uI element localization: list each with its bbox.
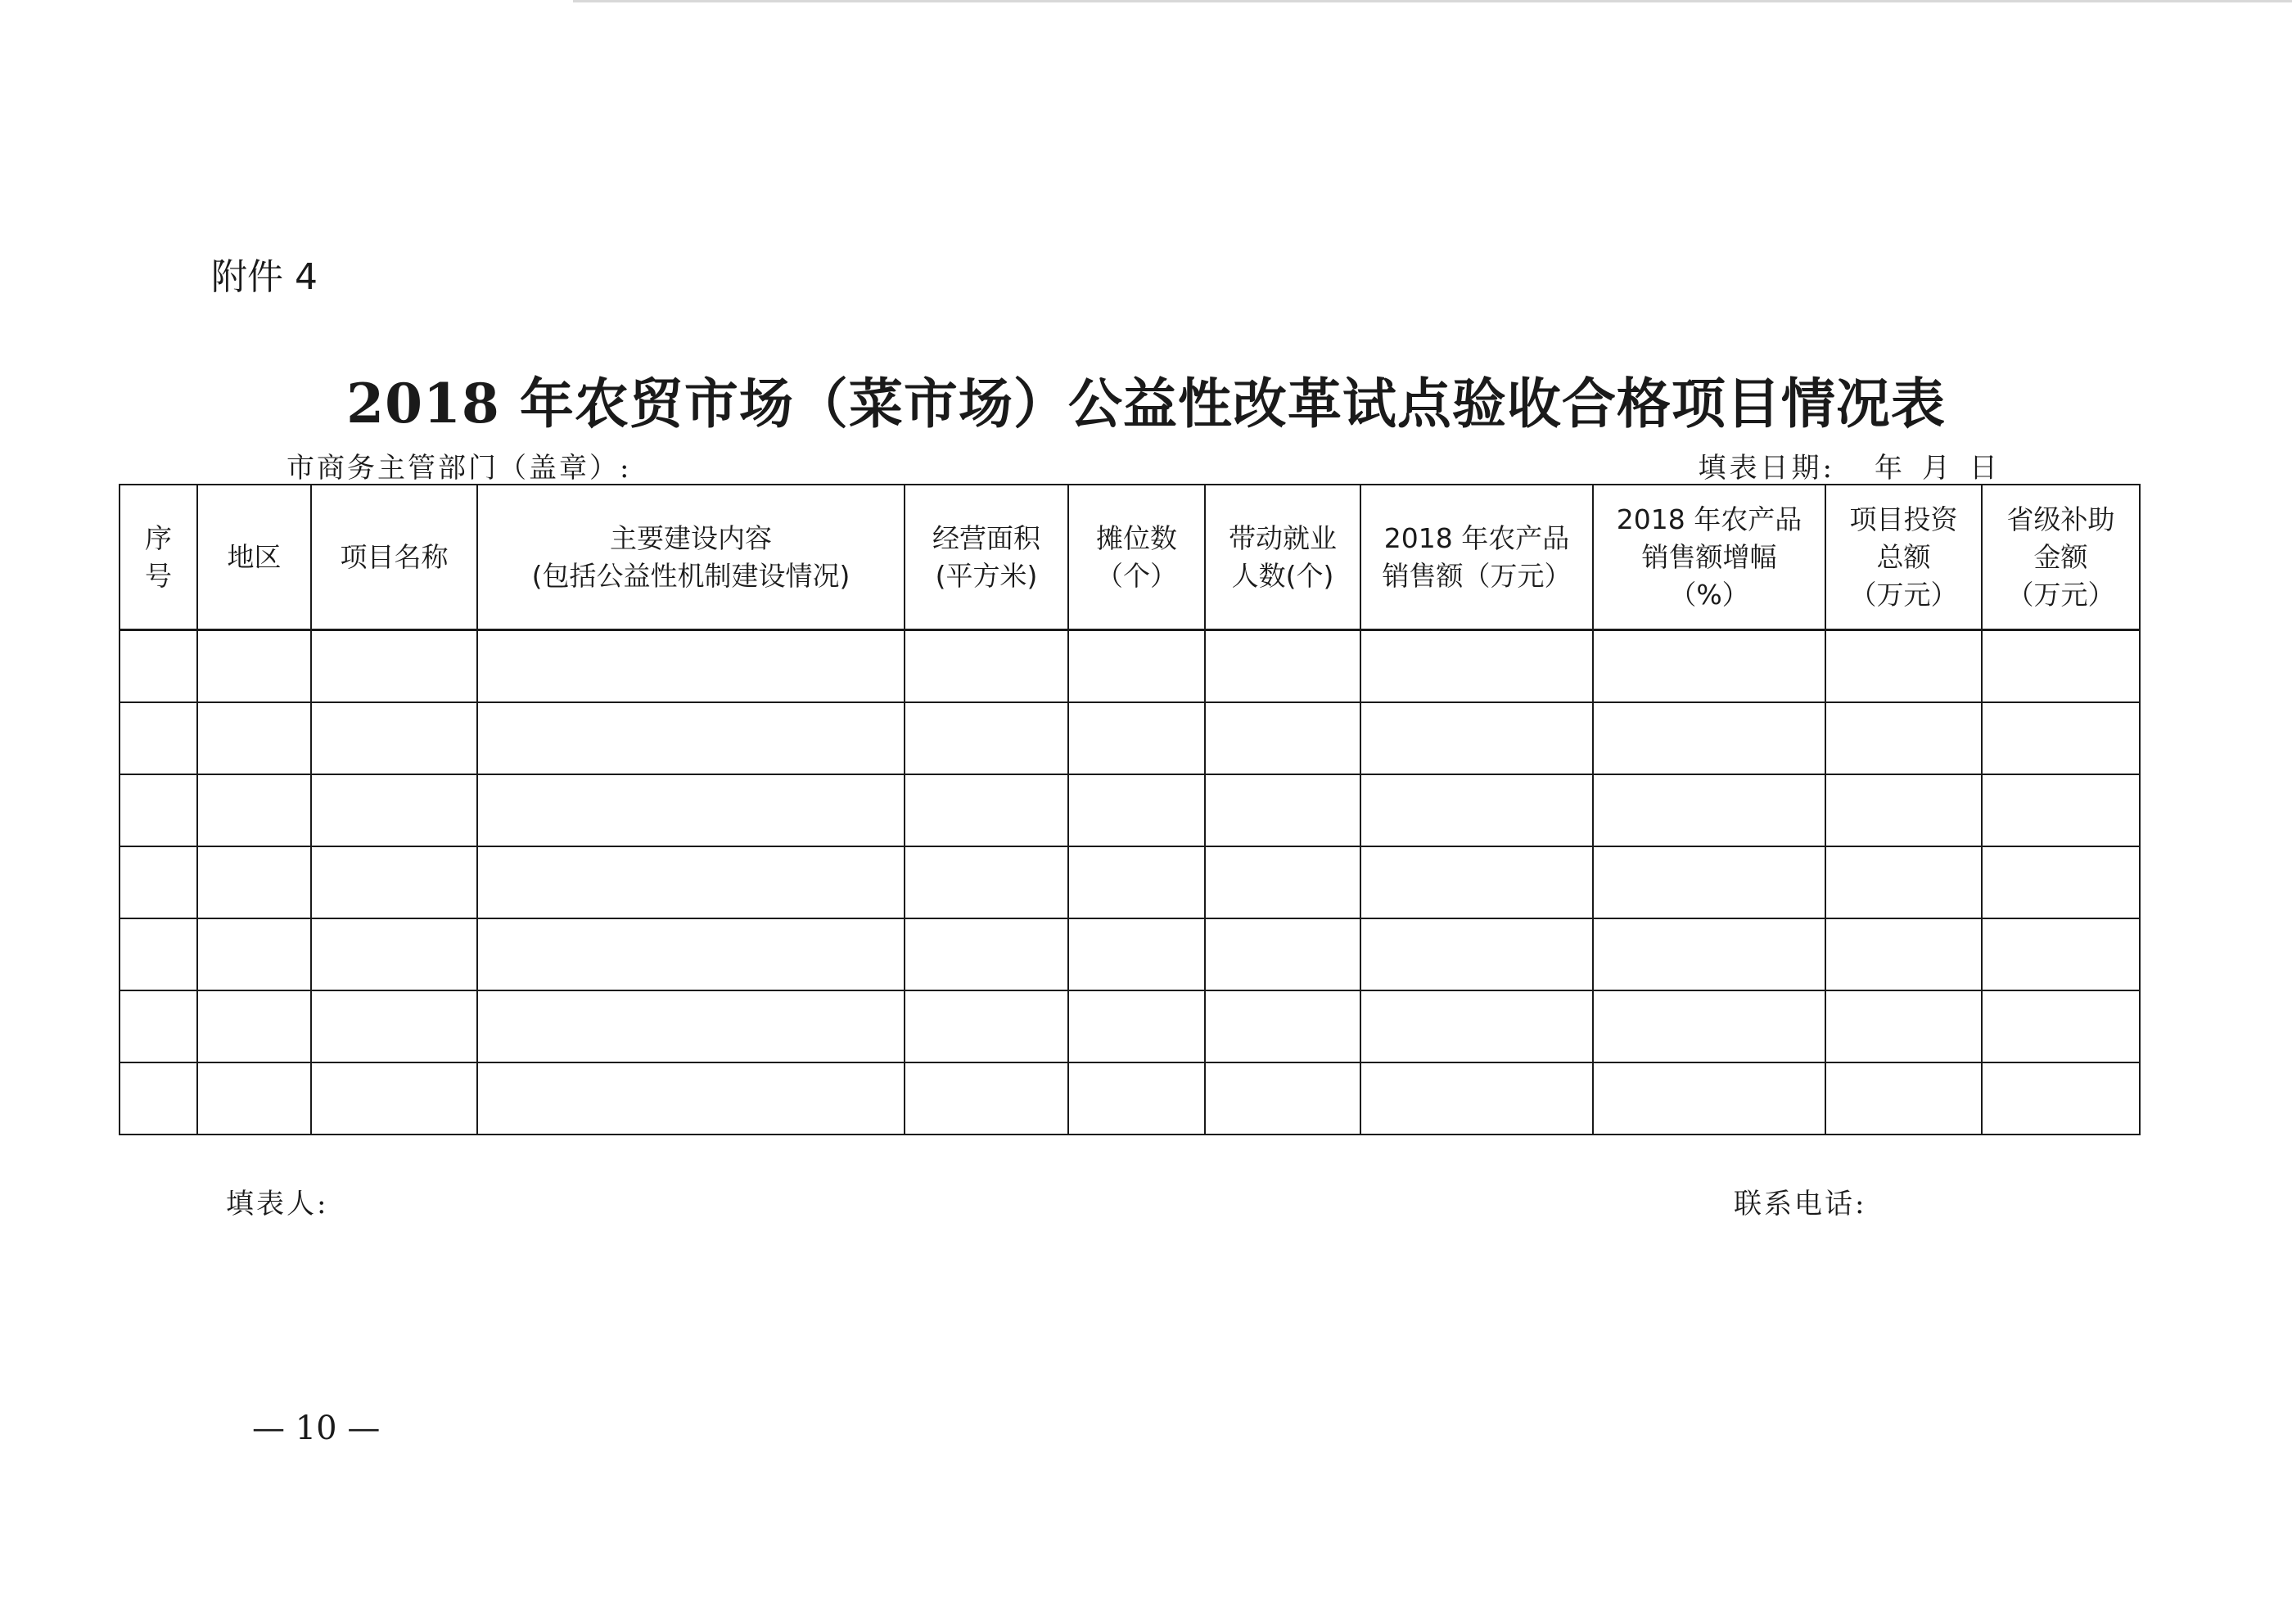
table-cell[interactable] <box>477 846 905 918</box>
column-header: 摊位数 （个） <box>1068 485 1205 630</box>
column-header: 项目名称 <box>311 485 477 630</box>
document-title: 2018 年农贸市场（菜市场）公益性改革试点验收合格项目情况表 <box>346 372 1946 435</box>
table-cell[interactable] <box>1825 630 1982 703</box>
table-cell[interactable] <box>1982 846 2140 918</box>
column-header: 2018 年农产品 销售额增幅 （%） <box>1593 485 1825 630</box>
column-header: 地区 <box>197 485 311 630</box>
department-blank <box>133 458 282 485</box>
table-cell[interactable] <box>1593 702 1825 774</box>
table-cell[interactable] <box>1068 702 1205 774</box>
date-year: 年 <box>1875 452 1906 485</box>
table-cell[interactable] <box>1825 702 1982 774</box>
table-cell[interactable] <box>1825 918 1982 990</box>
column-header: 带动就业 人数(个) <box>1205 485 1360 630</box>
table-cell[interactable] <box>197 846 311 918</box>
table-cell[interactable] <box>905 702 1068 774</box>
table-cell[interactable] <box>477 630 905 703</box>
table-cell[interactable] <box>905 990 1068 1062</box>
column-header: 经营面积 (平方米) <box>905 485 1068 630</box>
table-cell[interactable] <box>311 918 477 990</box>
table-cell[interactable] <box>311 774 477 846</box>
scan-top-edge <box>573 0 2292 2</box>
table-cell[interactable] <box>1593 990 1825 1062</box>
table-cell[interactable] <box>311 702 477 774</box>
table-cell[interactable] <box>1068 774 1205 846</box>
table-cell[interactable] <box>1593 1062 1825 1135</box>
table-cell[interactable] <box>477 1062 905 1135</box>
fill-date-line <box>1699 445 2001 485</box>
table-cell[interactable] <box>311 630 477 703</box>
table-row <box>120 774 2140 846</box>
table-cell[interactable] <box>1068 846 1205 918</box>
table-cell[interactable] <box>197 630 311 703</box>
table-row <box>120 918 2140 990</box>
column-header: 省级补助 金额 （万元） <box>1982 485 2140 630</box>
table-cell[interactable] <box>197 918 311 990</box>
table-cell[interactable] <box>1068 1062 1205 1135</box>
table-cell[interactable] <box>120 918 197 990</box>
department-line <box>133 445 631 485</box>
table-cell[interactable] <box>1360 774 1593 846</box>
table-cell[interactable] <box>120 846 197 918</box>
table-cell[interactable] <box>1205 1062 1360 1135</box>
table-cell[interactable] <box>1205 990 1360 1062</box>
table-cell[interactable] <box>1982 1062 2140 1135</box>
table-cell[interactable] <box>1205 774 1360 846</box>
column-header: 序 号 <box>120 485 197 630</box>
attachment-label: 附件 4 <box>211 256 318 298</box>
table-cell[interactable] <box>1068 630 1205 703</box>
project-table <box>119 484 2141 1135</box>
table-cell[interactable] <box>120 774 197 846</box>
date-month: 月 <box>1922 452 1953 485</box>
table-cell[interactable] <box>477 702 905 774</box>
table-cell[interactable] <box>1593 774 1825 846</box>
table-row <box>120 990 2140 1062</box>
table-body <box>120 630 2140 1135</box>
table-cell[interactable] <box>1360 990 1593 1062</box>
column-header: 项目投资 总额 （万元） <box>1825 485 1982 630</box>
column-header: 主要建设内容 (包括公益性机制建设情况) <box>477 485 905 630</box>
table-cell[interactable] <box>311 990 477 1062</box>
filler-label: 填表人: <box>226 1188 329 1220</box>
table-cell[interactable] <box>1825 990 1982 1062</box>
table-row <box>120 702 2140 774</box>
table-cell[interactable] <box>1360 630 1593 703</box>
department-label: 市商务主管部门（盖章）: <box>286 452 632 485</box>
table-cell[interactable] <box>1982 702 2140 774</box>
table-cell[interactable] <box>477 990 905 1062</box>
table-cell[interactable] <box>120 630 197 703</box>
date-day: 日 <box>1969 452 2001 485</box>
table-cell[interactable] <box>311 1062 477 1135</box>
table-cell[interactable] <box>1205 846 1360 918</box>
table-cell[interactable] <box>1205 630 1360 703</box>
table-cell[interactable] <box>1825 846 1982 918</box>
table-cell[interactable] <box>120 1062 197 1135</box>
table-row <box>120 630 2140 703</box>
table-cell[interactable] <box>197 1062 311 1135</box>
table-cell[interactable] <box>1360 918 1593 990</box>
table-row <box>120 1062 2140 1135</box>
table-cell[interactable] <box>1593 630 1825 703</box>
table-cell[interactable] <box>1360 846 1593 918</box>
table-cell[interactable] <box>197 990 311 1062</box>
table-cell[interactable] <box>1593 846 1825 918</box>
table-cell[interactable] <box>1068 918 1205 990</box>
table-cell[interactable] <box>1360 1062 1593 1135</box>
table-cell[interactable] <box>120 702 197 774</box>
fill-date-label: 填表日期: <box>1698 452 1835 485</box>
table-row <box>120 846 2140 918</box>
table-cell[interactable] <box>1068 990 1205 1062</box>
table-cell[interactable] <box>905 918 1068 990</box>
table-cell[interactable] <box>905 774 1068 846</box>
page-number: — 10 — <box>252 1410 381 1447</box>
table-cell[interactable] <box>905 630 1068 703</box>
table-cell[interactable] <box>1205 918 1360 990</box>
column-header: 2018 年农产品 销售额（万元） <box>1360 485 1593 630</box>
table-cell[interactable] <box>477 918 905 990</box>
table-cell[interactable] <box>477 774 905 846</box>
table-cell[interactable] <box>120 990 197 1062</box>
table-cell[interactable] <box>1360 702 1593 774</box>
table-cell[interactable] <box>1825 1062 1982 1135</box>
table-cell[interactable] <box>197 774 311 846</box>
table-header-row <box>120 485 2140 630</box>
table-cell[interactable] <box>905 846 1068 918</box>
table-cell[interactable] <box>1593 918 1825 990</box>
table-cell[interactable] <box>905 1062 1068 1135</box>
table-cell[interactable] <box>1982 990 2140 1062</box>
table-cell[interactable] <box>197 702 311 774</box>
table-cell[interactable] <box>1825 774 1982 846</box>
table-cell[interactable] <box>1982 630 2140 703</box>
phone-label: 联系电话: <box>1734 1188 1867 1220</box>
table-cell[interactable] <box>1982 918 2140 990</box>
table-cell[interactable] <box>1982 774 2140 846</box>
table-cell[interactable] <box>311 846 477 918</box>
table-cell[interactable] <box>1205 702 1360 774</box>
